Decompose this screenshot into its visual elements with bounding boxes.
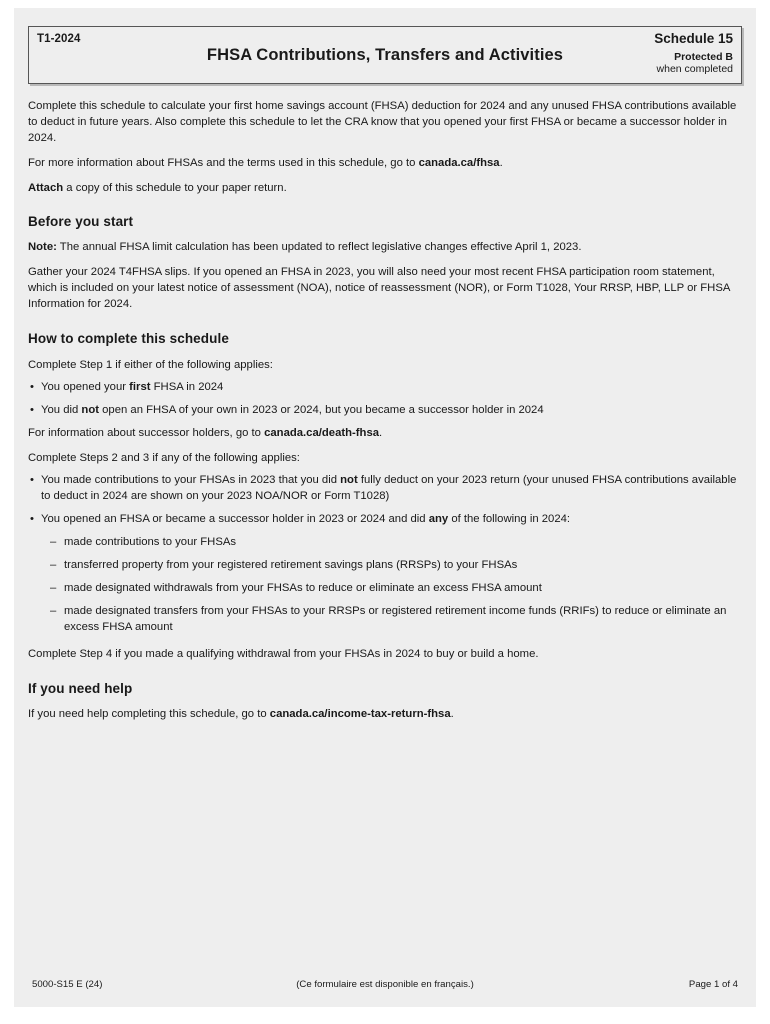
list-item bbox=[28, 472, 742, 504]
heading-before-you-start: Before you start bbox=[28, 214, 134, 230]
protected-sub-label: when completed bbox=[656, 63, 733, 76]
need-help-suffix: . bbox=[450, 708, 454, 721]
step1-bullet-1-pre: You opened your bbox=[41, 380, 130, 393]
list-item bbox=[28, 511, 742, 527]
before-note bbox=[28, 239, 742, 255]
page-number: Page 1 of 4 bbox=[688, 979, 738, 990]
bullet-icon: • bbox=[30, 380, 34, 393]
form-number-label: T1-2024 bbox=[37, 33, 81, 45]
list-item bbox=[28, 402, 742, 418]
successor-suffix: . bbox=[379, 426, 383, 439]
attach-label: Attach bbox=[28, 182, 64, 195]
intro-paragraph-3 bbox=[28, 180, 742, 196]
steps23-bullet-2-bold: any bbox=[428, 512, 449, 525]
form-code: 5000-S15 E (24) bbox=[32, 979, 103, 990]
step1-bullet-1-post: FHSA in 2024 bbox=[150, 380, 224, 393]
bullet-icon: • bbox=[30, 473, 34, 486]
list-item bbox=[28, 603, 742, 635]
dash-icon: – bbox=[50, 604, 57, 617]
dash-icon: – bbox=[50, 558, 57, 571]
list-item bbox=[28, 580, 742, 596]
income-tax-return-fhsa-link[interactable]: canada.ca/income-tax-return-fhsa bbox=[269, 708, 451, 721]
intro-paragraph-1: Complete this schedule to calculate your first home savings account (FHSA) deduction for 2024 and any unused FHSA contributions available to deduct in future years. Also complete this schedule to let the CRA know that you opened your first FHSA or became a successor holder in 2024. bbox=[28, 100, 737, 145]
form-header-box bbox=[28, 26, 742, 84]
steps23-bullet-1-pre: You made contributions to your FHSAs in 2023 that you did bbox=[41, 473, 341, 486]
list-item bbox=[28, 379, 742, 395]
sub-item-label: made designated withdrawals from your FHSAs to reduce or eliminate an excess FHSA amount bbox=[64, 581, 542, 594]
steps23-bullet-2-pre: You opened an FHSA or became a successor holder in 2023 or 2024 and did bbox=[41, 512, 429, 525]
death-fhsa-link[interactable]: canada.ca/death-fhsa bbox=[264, 426, 380, 439]
schedule-label: Schedule 15 bbox=[654, 31, 733, 46]
french-availability-note: (Ce formulaire est disponible en français.) bbox=[296, 979, 474, 990]
sub-item-label: made designated transfers from your FHSAs to your RRSPs or registered retirement income funds (RRIFs) to reduce or eliminate an excess FHSA amount bbox=[64, 604, 727, 633]
sub-item-label: made contributions to your FHSAs bbox=[64, 535, 237, 548]
fhsa-link[interactable]: canada.ca/fhsa bbox=[418, 157, 500, 170]
header-right-block bbox=[654, 31, 733, 76]
list-item bbox=[28, 557, 742, 573]
protected-badge: Protected B bbox=[674, 50, 733, 63]
dash-icon: – bbox=[50, 535, 57, 548]
gather-paragraph: Gather your 2024 T4FHSA slips. If you opened an FHSA in 2023, you will also need your most recent FHSA participation room statement, which is included on your latest notice of assessment (NOA), notice of reassessment (NOR), or Form T1028, Your RRSP, HBP, LLP or FHSA Information for 2024. bbox=[28, 266, 730, 311]
steps23-bullet-2-post: of the following in 2024: bbox=[448, 512, 571, 525]
successor-paragraph bbox=[28, 425, 742, 441]
intro-p2-prefix: For more information about FHSAs and the terms used in this schedule, go to bbox=[28, 157, 419, 170]
steps23-bullet-1-bold: not bbox=[340, 473, 358, 486]
successor-prefix: For information about successor holders, go to bbox=[28, 426, 265, 439]
heading-if-you-need-help: If you need help bbox=[28, 681, 133, 697]
note-label: Note: bbox=[28, 241, 57, 254]
step1-bullet-2-bold: not bbox=[81, 403, 99, 416]
need-help-prefix: If you need help completing this schedule, go to bbox=[28, 708, 270, 721]
list-item bbox=[28, 534, 742, 550]
bullet-icon: • bbox=[30, 403, 34, 416]
heading-how-to-complete: How to complete this schedule bbox=[28, 331, 229, 347]
note-text: The annual FHSA limit calculation has been updated to reflect legislative changes effective April 1, 2023. bbox=[56, 241, 582, 254]
dash-icon: – bbox=[50, 581, 57, 594]
page-footer bbox=[28, 979, 742, 993]
step4-paragraph: Complete Step 4 if you made a qualifying withdrawal from your FHSAs in 2024 to buy or build a home. bbox=[28, 648, 539, 660]
form-body bbox=[28, 98, 742, 722]
attach-text: a copy of this schedule to your paper return. bbox=[63, 182, 287, 195]
steps23-bullet-1-post: fully deduct on your 2023 return (your unused FHSA contributions available to deduct in 2024 are shown on your 2023 NOA/NOR or Form T1028) bbox=[41, 473, 737, 502]
page-title: FHSA Contributions, Transfers and Activities bbox=[206, 46, 564, 64]
document-page bbox=[14, 8, 756, 1007]
step1-bullet-1-bold: first bbox=[129, 380, 151, 393]
step1-bullet-2-post: open an FHSA of your own in 2023 or 2024, but you became a successor holder in 2024 bbox=[99, 403, 544, 416]
step1-intro: Complete Step 1 if either of the following applies: bbox=[28, 358, 273, 371]
intro-p2-suffix: . bbox=[499, 157, 503, 170]
bullet-icon: • bbox=[30, 512, 34, 525]
step1-bullet-2-pre: You did bbox=[41, 403, 82, 416]
need-help-paragraph bbox=[28, 706, 742, 722]
sub-item-label: transferred property from your registered retirement savings plans (RRSPs) to your FHSAs bbox=[64, 558, 518, 571]
intro-paragraph-2 bbox=[28, 155, 742, 171]
steps23-intro: Complete Steps 2 and 3 if any of the following applies: bbox=[28, 451, 300, 464]
